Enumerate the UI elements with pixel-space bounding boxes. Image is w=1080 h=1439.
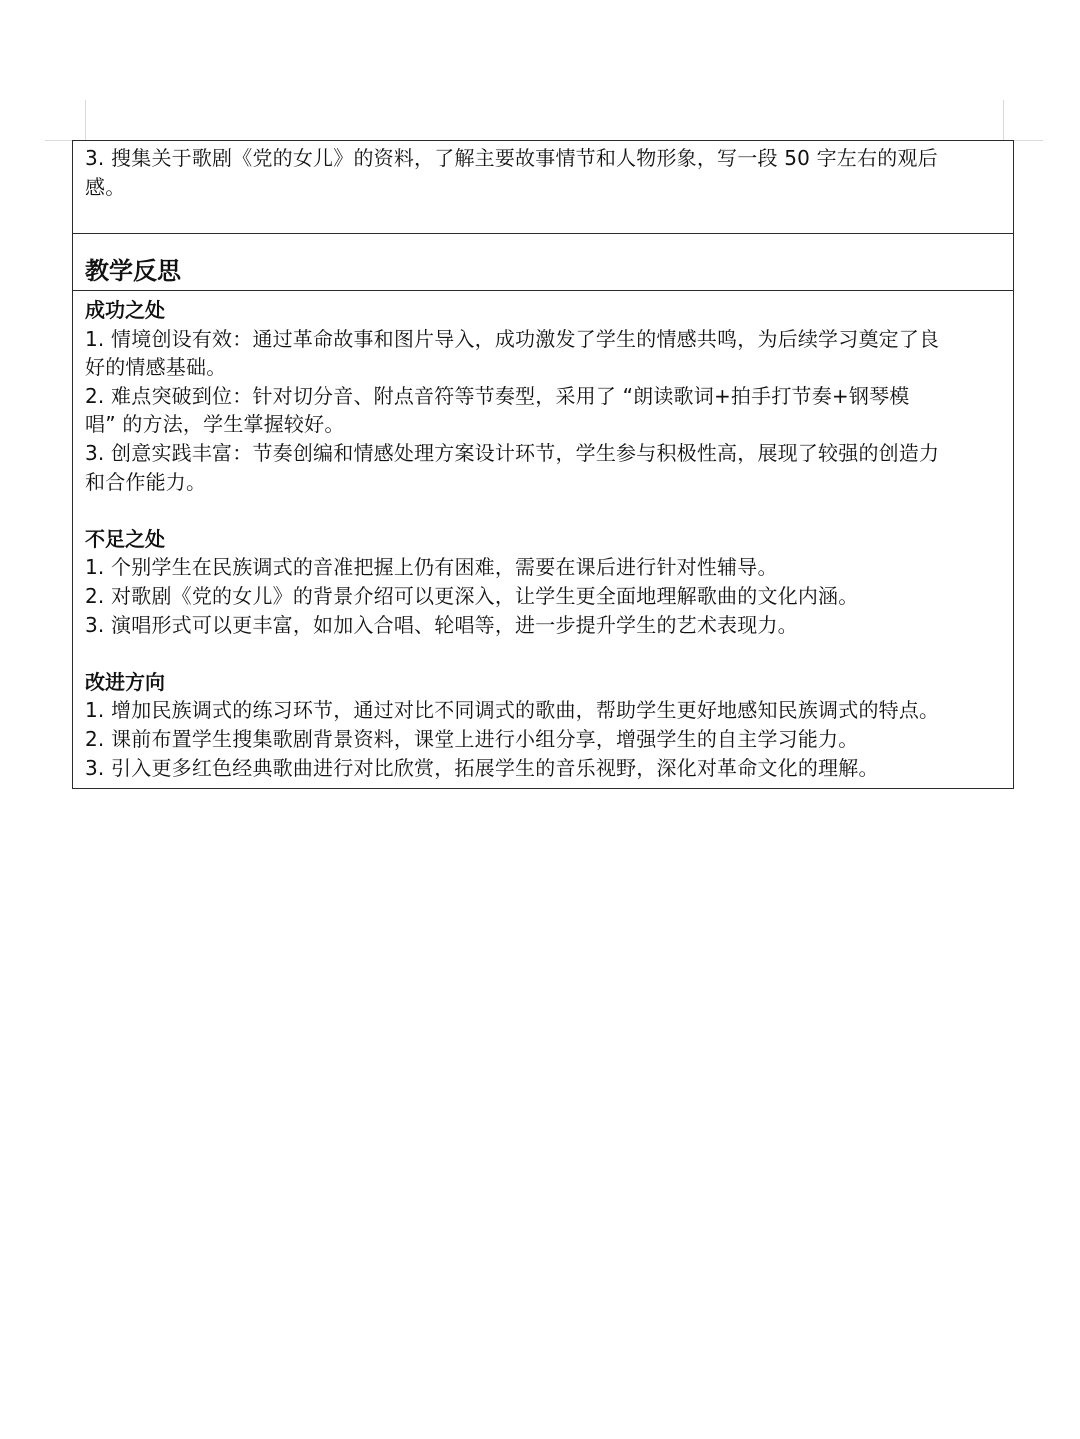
homework-line: 3. 搜集关于歌剧《党的女儿》的资料，了解主要故事情节和人物形象，写一段 50 字左右的观后: [85, 146, 938, 170]
paragraph-gap: [85, 496, 1001, 525]
success-line: 2. 难点突破到位：针对切分音、附点音符等节奏型，采用了 “朗读歌词+拍手打节奏+钢琴模: [85, 383, 910, 408]
shortcomings-line: 1. 个别学生在民族调式的音准把握上仍有困难，需要在课后进行针对性辅导。: [85, 555, 778, 580]
lesson-plan-table: [72, 140, 1014, 789]
success-line: 好的情感基础。: [85, 355, 227, 380]
improvements-heading: 改进方向: [85, 669, 165, 694]
homework-line: 感。: [85, 174, 126, 199]
shortcomings-heading: 不足之处: [85, 526, 165, 551]
success-line: 唱” 的方法，学生掌握较好。: [85, 412, 345, 437]
success-line: 3. 创意实践丰富：节奏创编和情感处理方案设计环节，学生参与积极性高，展现了较强的创造力: [85, 440, 940, 465]
success-line: 和合作能力。: [85, 469, 207, 494]
improvements-line: 2. 课前布置学生搜集歌剧背景资料，课堂上进行小组分享，增强学生的自主学习能力。: [85, 726, 859, 751]
shortcomings-line: 2. 对歌剧《党的女儿》的背景介绍可以更深入，让学生更全面地理解歌曲的文化内涵。: [85, 583, 859, 608]
homework-cell: [73, 141, 1013, 233]
improvements-line: 3. 引入更多红色经典歌曲进行对比欣赏，拓展学生的音乐视野，深化对革命文化的理解。: [85, 755, 879, 780]
page-margin-guide: [1003, 100, 1004, 140]
page-margin-guide: [85, 100, 86, 140]
paragraph-gap: [85, 639, 1001, 668]
section-title: 教学反思: [85, 257, 181, 285]
reflection-body-cell: [73, 290, 1013, 788]
success-heading: 成功之处: [85, 298, 165, 322]
improvements-line: 1. 增加民族调式的练习环节，通过对比不同调式的歌曲，帮助学生更好地感知民族调式的特点。: [85, 698, 940, 723]
reflection-heading-cell: [73, 233, 1013, 290]
shortcomings-line: 3. 演唱形式可以更丰富，如加入合唱、轮唱等，进一步提升学生的艺术表现力。: [85, 612, 798, 637]
success-line: 1. 情境创设有效：通过革命故事和图片导入，成功激发了学生的情感共鸣，为后续学习奠定了良: [85, 326, 940, 351]
